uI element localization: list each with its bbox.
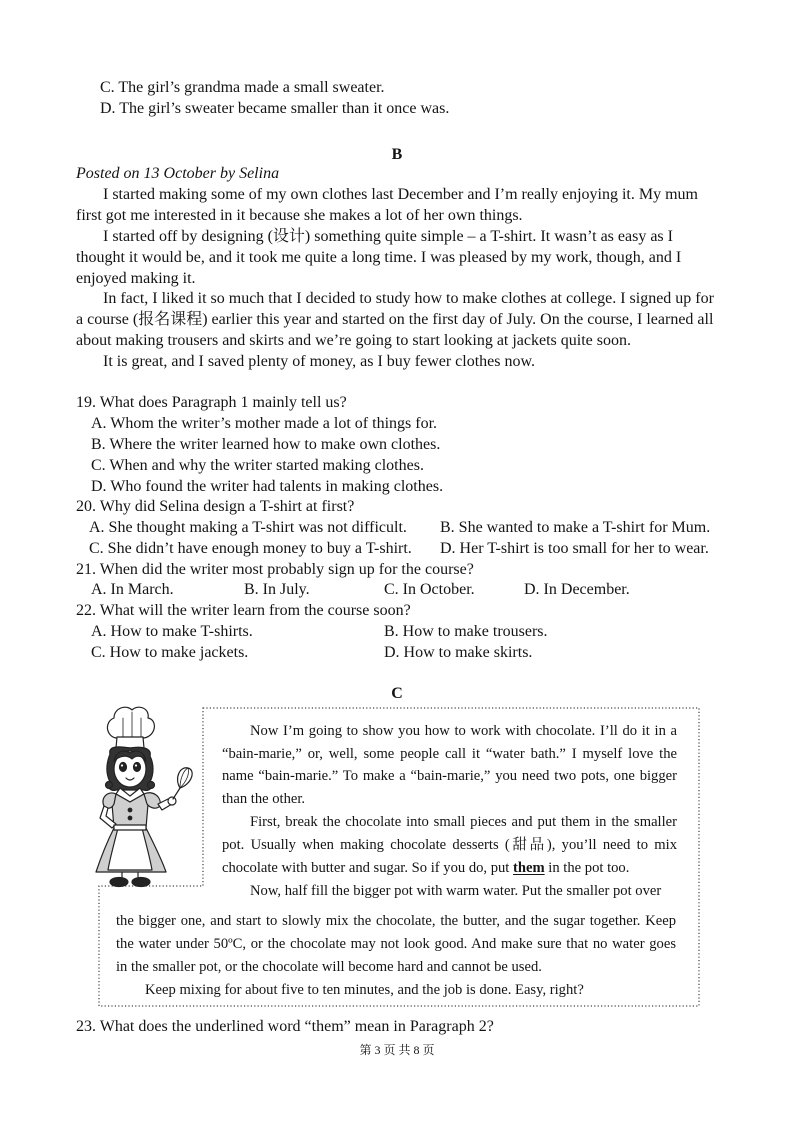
answer-option: B. In July. bbox=[244, 581, 310, 598]
previous-option-d: D. The girl’s sweater became smaller than it once was. bbox=[100, 100, 450, 117]
question-23-stem: 23. What does the underlined word “them” mean in Paragraph 2? bbox=[76, 1018, 494, 1035]
right-hand bbox=[168, 797, 176, 805]
passage-line: the bigger one, and start to slowly mix the chocolate, the butter, and the sugar together. Keep bbox=[116, 913, 676, 929]
passage-line: name “bain-marie.” To make a “bain-marie,” you need two pots, one bigger bbox=[222, 768, 677, 784]
line-text: in the pot too. bbox=[544, 860, 630, 876]
answer-option: C. In October. bbox=[384, 581, 475, 598]
answer-option: A. In March. bbox=[91, 581, 174, 598]
section-c-heading: C bbox=[391, 685, 403, 702]
passage-line: Keep mixing for about five to ten minutes, and the job is done. Easy, right? bbox=[145, 982, 584, 998]
left-shoe bbox=[110, 878, 128, 887]
underlined-word-them: them bbox=[513, 860, 545, 876]
question-stem: 20. Why did Selina design a T-shirt at first? bbox=[76, 498, 355, 515]
answer-option: C. She didn’t have enough money to buy a T-shirt. bbox=[89, 540, 412, 557]
passage-line: First, break the chocolate into small pieces and put them in the smaller bbox=[250, 814, 677, 830]
passage-line: I started making some of my own clothes last December and I’m really enjoying it. My mum bbox=[103, 186, 698, 203]
right-eye bbox=[134, 763, 141, 772]
passage-line: “bain-marie,” or, well, some people call it “water bath.” I myself love the bbox=[222, 746, 677, 762]
apron-band bbox=[114, 825, 146, 830]
passage-line-with-underline bbox=[222, 857, 629, 880]
whisk-handle bbox=[173, 788, 180, 799]
answer-option: D. In December. bbox=[524, 581, 630, 598]
passage-line: In fact, I liked it so much that I decided to study how to make clothes at college. I signed up for bbox=[103, 290, 714, 307]
line-text: chocolate with butter and sugar. So if you do, put bbox=[222, 860, 514, 876]
chef-hat bbox=[107, 707, 154, 738]
blog-byline: Posted on 13 October by Selina bbox=[76, 165, 280, 182]
answer-option: D. Her T-shirt is too small for her to wear. bbox=[440, 540, 709, 557]
passage-line: first got me interested in it because she makes a lot of her own things. bbox=[76, 207, 523, 224]
hair-curl bbox=[106, 782, 113, 789]
question-stem: 19. What does Paragraph 1 mainly tell us? bbox=[76, 394, 347, 411]
answer-option: D. How to make skirts. bbox=[384, 644, 533, 661]
answer-option: B. She wanted to make a T-shirt for Mum. bbox=[440, 519, 711, 536]
section-b-heading: B bbox=[391, 146, 403, 163]
passage-line: thought it would be, and it took me quite a long time. I was pleased by my work, though, and I bbox=[76, 249, 682, 266]
passage-line: It is great, and I saved plenty of money, as I buy fewer clothes now. bbox=[103, 353, 536, 370]
passage-line: I started off by designing (设计) something quite simple – a T-shirt. It wasn’t as easy as I bbox=[103, 228, 673, 245]
answer-option: A. She thought making a T-shirt was not difficult. bbox=[89, 519, 407, 536]
page-number-footer: 第 3 页 共 8 页 bbox=[359, 1043, 435, 1057]
hair-curl bbox=[148, 782, 155, 789]
passage-line: a course (报名课程) earlier this year and started on the first day of July. On the course, I learned all bbox=[76, 311, 714, 328]
question-stem: 21. When did the writer most probably sign up for the course? bbox=[76, 561, 474, 578]
passage-line: Now I’m going to show you how to work with chocolate. I’ll do it in a bbox=[250, 723, 677, 739]
whisk-wires bbox=[180, 768, 189, 788]
passage-line: than the other. bbox=[222, 791, 306, 807]
passage-line: enjoyed making it. bbox=[76, 270, 196, 287]
chef-girl-illustration bbox=[92, 704, 204, 888]
answer-option: C. When and why the writer started making clothes. bbox=[91, 457, 424, 474]
answer-option: A. How to make T-shirts. bbox=[91, 623, 253, 640]
question-stem: 22. What will the writer learn from the course soon? bbox=[76, 602, 411, 619]
right-shoe bbox=[132, 878, 150, 887]
button bbox=[128, 816, 132, 820]
passage-line: pot. Usually when making chocolate desserts (甜品), you’ll need to mix bbox=[222, 837, 677, 853]
passage-line: the water under 50ºC, or the chocolate may not look good. And make sure that no water goes bbox=[116, 936, 676, 952]
button bbox=[128, 808, 132, 812]
answer-option: A. Whom the writer’s mother made a lot of things for. bbox=[91, 415, 438, 432]
answer-option: C. How to make jackets. bbox=[91, 644, 249, 661]
previous-option-c: C. The girl’s grandma made a small sweater. bbox=[100, 79, 385, 96]
answer-option: B. How to make trousers. bbox=[384, 623, 548, 640]
passage-line: about making trousers and skirts and we’re going to start looking at jackets quite soon. bbox=[76, 332, 631, 349]
answer-option: B. Where the writer learned how to make own clothes. bbox=[91, 436, 441, 453]
passage-line: in the smaller pot, or the chocolate will become hard and cannot be used. bbox=[116, 959, 542, 975]
left-eye bbox=[120, 763, 127, 772]
answer-option: D. Who found the writer had talents in making clothes. bbox=[91, 478, 444, 495]
passage-line: Now, half fill the bigger pot with warm water. Put the smaller pot over bbox=[250, 883, 662, 899]
